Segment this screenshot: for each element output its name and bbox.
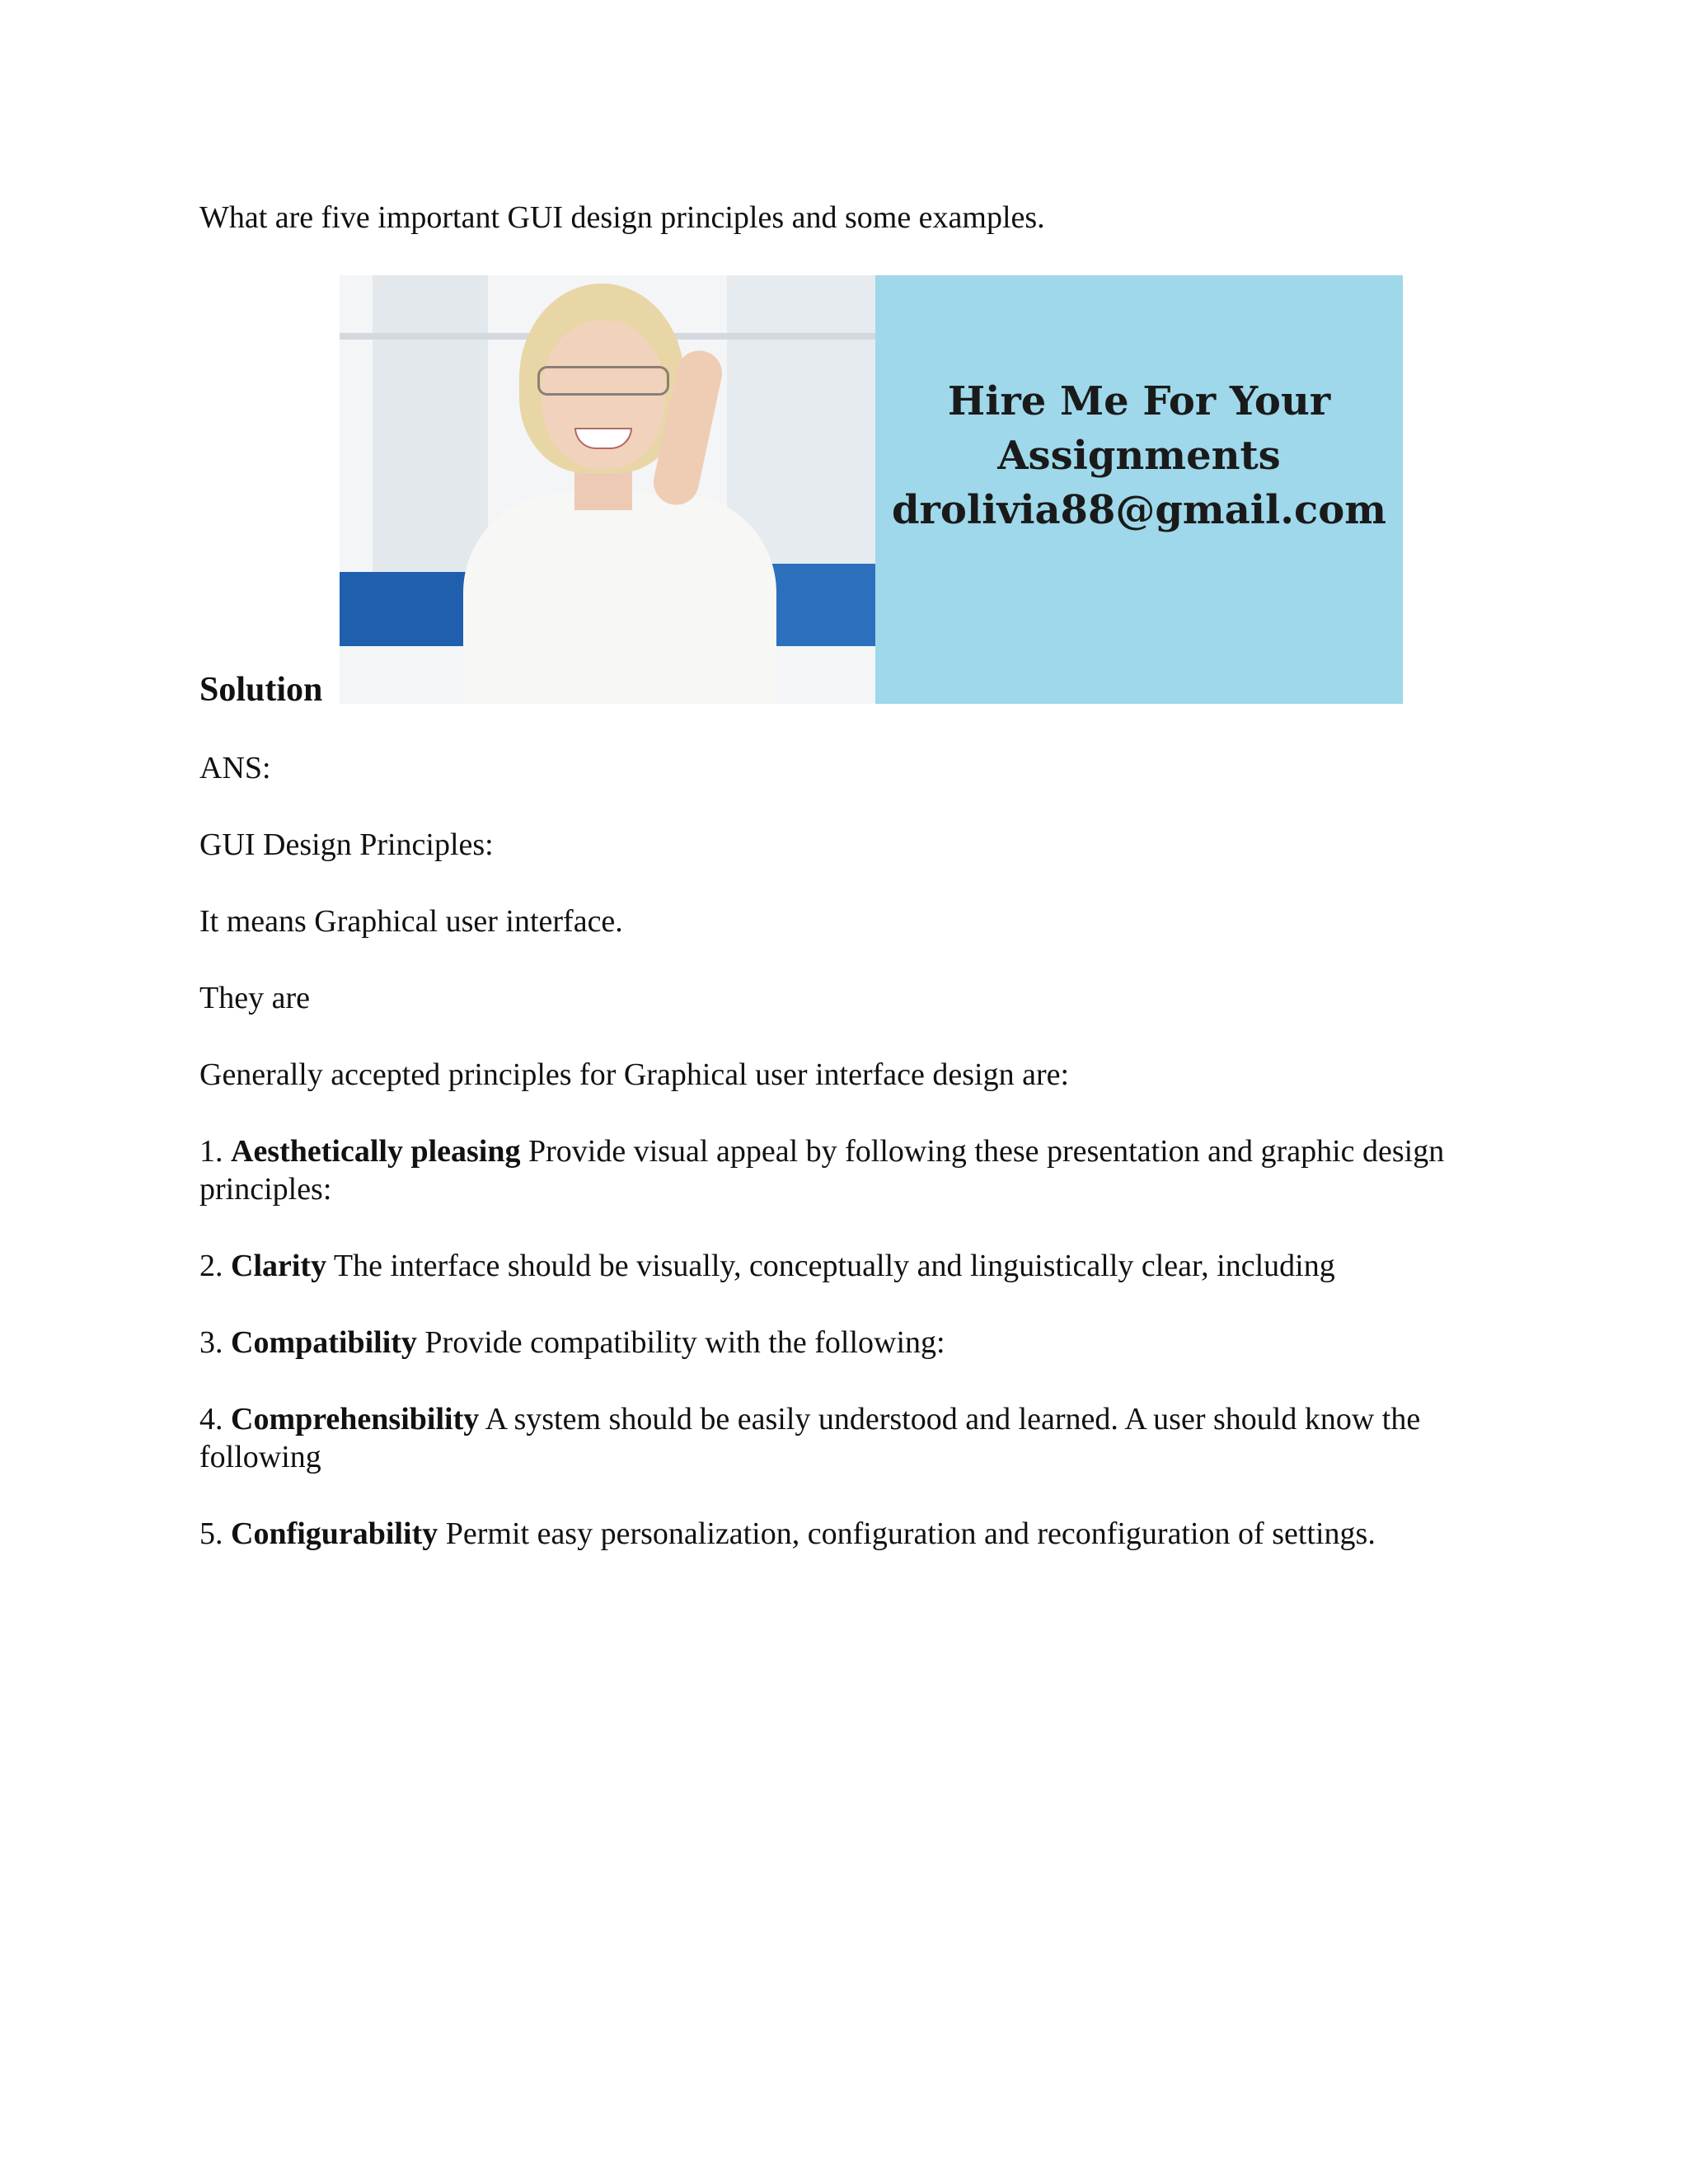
banner-line-1: Hire Me For Your xyxy=(947,378,1331,424)
definition-text: It means Graphical user interface. xyxy=(199,904,623,939)
banner-text-panel xyxy=(875,275,1403,704)
answer-label: ANS: xyxy=(199,751,271,785)
principle-number: 2. xyxy=(199,1249,223,1283)
they-are-text: They are xyxy=(199,981,310,1015)
principle-description: Provide visual appeal by following these presentation and graphic design principles: xyxy=(199,1134,1445,1207)
principle-item xyxy=(199,1247,1485,1285)
principle-description: Provide compatibility with the following: xyxy=(424,1325,945,1360)
principle-number: 4. xyxy=(199,1402,223,1436)
principle-description: The interface should be visually, conceptually and linguistically clear, including xyxy=(333,1249,1335,1283)
principle-term: Configurability xyxy=(231,1516,438,1551)
principle-item xyxy=(199,1400,1485,1476)
principle-term: Comprehensibility xyxy=(231,1402,480,1436)
banner-line-2: Assignments xyxy=(997,433,1281,479)
principle-term: Clarity xyxy=(231,1249,327,1283)
principle-term: Compatibility xyxy=(231,1325,417,1360)
principle-item xyxy=(199,1515,1485,1553)
section-title: GUI Design Principles: xyxy=(199,827,494,862)
banner-email: drolivia88@gmail.com xyxy=(891,487,1387,533)
advertisement-banner xyxy=(340,275,1403,704)
principle-item xyxy=(199,1324,1485,1361)
intro-text: Generally accepted principles for Graphical user interface design are: xyxy=(199,1057,1070,1092)
principle-term: Aesthetically pleasing xyxy=(231,1134,521,1169)
principle-number: 3. xyxy=(199,1325,223,1360)
principle-description: Permit easy personalization, configuration and reconfiguration of settings. xyxy=(445,1516,1376,1551)
principle-description: A system should be easily understood and learned. A user should know the following xyxy=(199,1402,1421,1474)
solution-heading: Solution xyxy=(199,671,323,709)
question-text: What are five important GUI design principles and some examples. xyxy=(199,200,1045,235)
principle-number: 5. xyxy=(199,1516,223,1551)
principle-item xyxy=(199,1132,1485,1208)
woman-photo xyxy=(340,275,875,704)
principle-number: 1. xyxy=(199,1134,223,1169)
